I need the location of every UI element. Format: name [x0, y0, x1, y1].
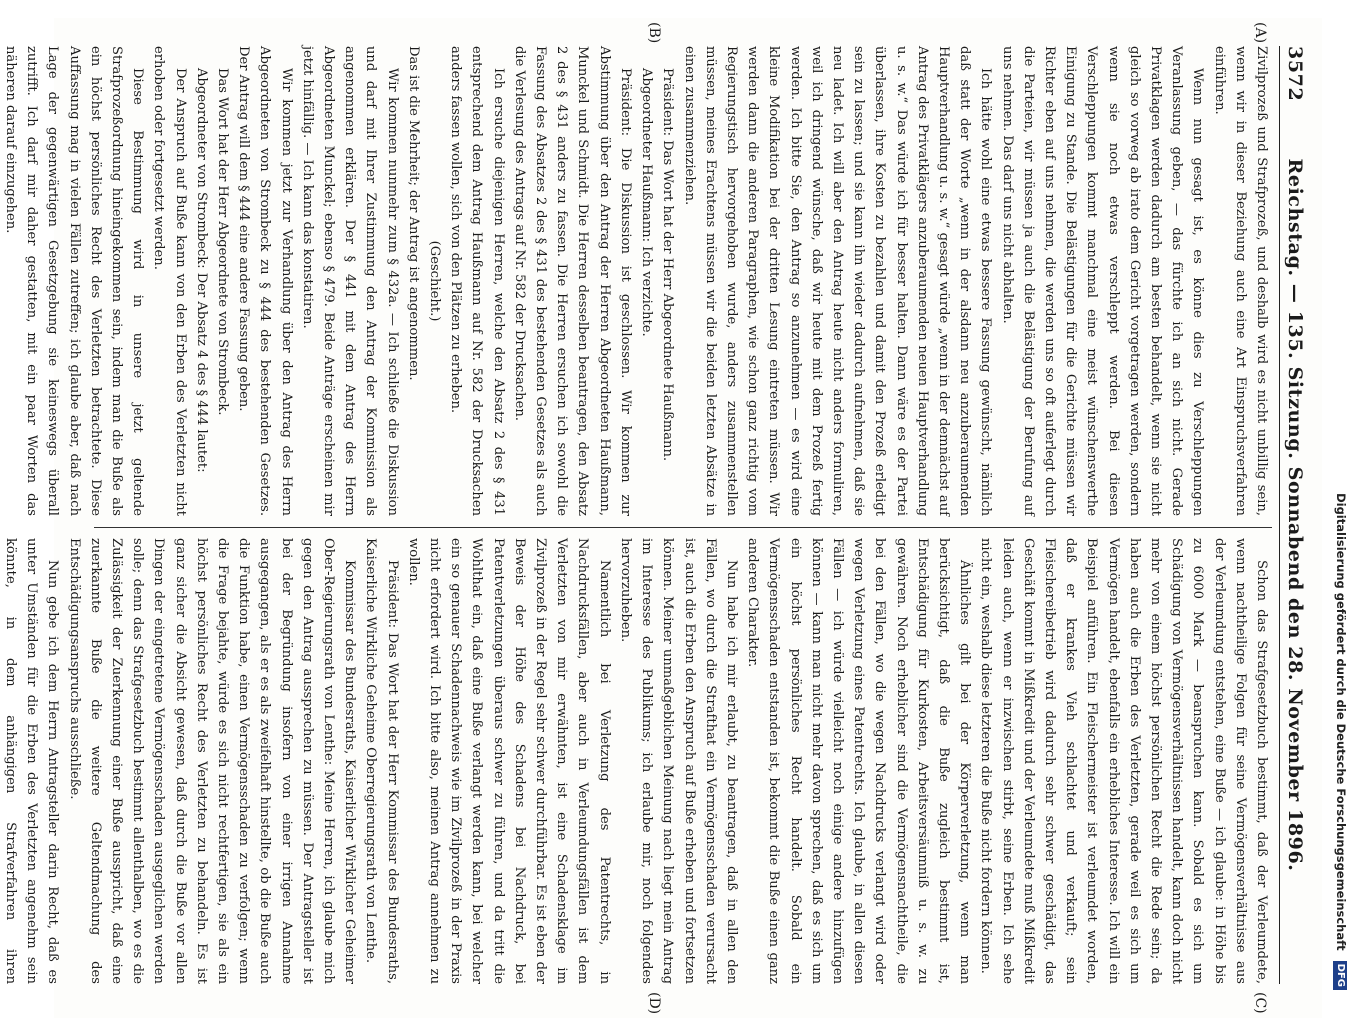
paragraph: Präsident: Das Wort hat der Herr Kommissar des Bundesraths, Kaiserliche Wirkliche Geheime Oberregierungsrath von Lenthe. — [363, 538, 400, 984]
page-number: 3572 — [1284, 46, 1306, 102]
margin-mark-d: (D) — [646, 992, 662, 1015]
paragraph: Schon das Strafgesetzbuch bestimmt, daß der Verleumdete, wenn nachtheilige Folgen für seine Vermögensverhältnisse aus der Verleumdung entstehen, eine Buße — ich glaube: in Höhe bis zu 6000 Mark — beanspruchen kann. Sobald es sich um Schädigung von Vermögensverhältnissen handelt, kann doch nicht mehr von einem höchst persönlichen Recht die Rede sein; da haben auch die Erben des Verletzten, gerade weil es sich um Vermögen handelt, ebenfalls ein erhebliches Interesse. Ich will ein Beispiel anführen. Ein Fleischermeister ist verleumdet worden, daß er krankes Vieh schlachtet und verkauft; sein Fleischereibetrieb wird dadurch sehr schwer geschädigt, das Geschäft kommt in Mißkredit und der Verleumdete muß Mißkredit leiden auch, wenn er inzwischen stirbt, seine Erben. Ich sehe nicht ein, weshalb diese letzteren die Buße nicht fordern können. — [978, 538, 1269, 984]
paragraph: (Geschieht.) — [427, 240, 443, 322]
paragraph: Namentlich bei Verletzung des Patentrechts, in Nachdrucksfällen, aber auch in Verleumdungsfällen ist dem Verletzten von mir erwähnten, ist eine Schadensklage im Zivilprozeß in der Regel sehr schwer durchführbar. Es ist eben der Beweis der Höhe des Schadens bei Nachdruck, bei Patentverletzungen überaus schwer zu führen, und da tritt die Wohlthat ein, daß eine Buße verlangt werden kann, bei welcher ein so genauer Schadennachweis wie im Zivilprozeß in der Praxis nicht erfordert wird. Ich bitte also, meinen Antrag annehmen zu wollen. — [405, 538, 612, 984]
paragraph: Kommissar des Bundesraths, Kaiserlicher Wirklicher Geheimer Ober-Regierungsrath von Lenthe: Meine Herren, ich glaube mich gegen den Antrag aussprechen zu müssen. Der Antragsteller ist bei der Begründung insofern von einer irrigen Annahme ausgegangen, als er es als zweifelhaft hinstellte, ob die Buße auch die Funktion habe, einen Vermögensschaden zu verfolgen; wenn die Frage bejahte, würde es sich nicht rechtfertigen, sie als ein höchst persönliches Recht des Verletzten zu behandeln. Es ist ganz sicher die Absicht gewesen, daß durch die Buße vor allen Dingen der eingetretene Vermögensschaden ausgeglichen werden solle; denn das Strafgesetzbuch bestimmt allenthalben, wo es die Zulässigkeit der Zuerkennung einer Buße ausspricht, daß eine zuerkannte Buße die weitere Geltendmachung des Entschädigungsanspruchs ausschließe. — [66, 538, 358, 984]
page-sheet — [3, 18, 1322, 1018]
paragraph: Zivilprozeß und Strafprozeß, und deshalb wird es nicht unbillig sein, wenn wir in dieser Beziehung auch eine Art Einspruchsverfahren einführen. — [1211, 46, 1269, 516]
paragraph: Wir kommen jetzt zur Verhandlung über den Antrag des Herrn Abgeordneten von Strombeck zu § 444 des bestehenden Gesetzes. Der Antrag will dem § 444 eine andere Fassung geben. — [236, 46, 294, 516]
column-divider — [94, 527, 1272, 528]
page-header — [1279, 46, 1310, 984]
margin-mark-c: (C) — [1252, 992, 1268, 1014]
paragraph: Der Anspruch auf Buße kann von den Erben des Verletzten nicht erhoben oder fortgesetzt werden. — [151, 46, 188, 516]
paragraph: Diese Bestimmung wird in unsere jetzt geltende Strafprozeßordnung hineingekommen sein, indem man die Buße als ein höchst persönliches Recht des Verletzten betrachtete. Diese Auffassung mag in vielen Fällen zutreffen; ich glaube aber, daß nach Lage der gegenwärtigen Gesetzgebung sie keineswegs überall zutrifft. Ich darf mir daher gestatten, mit ein paar Worten das näheren darauf einzugehen. — [3, 46, 146, 516]
document-page — [3, 18, 1322, 1018]
credit-text: Digitalisierung gefördert durch die Deutsche Forschungsgemeinschaft — [1334, 493, 1348, 951]
margin-mark-a: (A) — [1252, 22, 1268, 44]
paragraph: Wenn nun gesagt ist, es könne dies zu Verschleppungen Veranlassung geben, — das fürchte ich an sich nicht. Gerade Privatklagen werden dadurch am besten behandelt, wenn sie nicht gleich so vorweg ab irato dem Gericht vorgetragen werden, sondern wenn sie noch etwas verschleppt werden. Bei diesen Verschleppungen kommt manchmal eine meist wünschenswerthe Einigung zu Stande. Die Belästigungen für die Gerichte müssen wir Richter eben auf uns nehmen, die werden uns so oft auferlegt durch die Parteien, wir müssen ja auch die Belästigung der Berufung auf uns nehmen. Das darf uns nicht abhalten. — [999, 46, 1206, 516]
digitization-credit — [1329, 0, 1353, 1000]
right-column — [3, 538, 1272, 984]
paragraph: Ähnliches gilt bei der Körperverletzung, wenn man berücksichtigt, daß die Buße zugleich bestimmt ist, Entschädigung für Kurkosten, Arbeitsversäumniß u. s. w. zu gewähren. Noch erheblicher sind die Vermögensnachtheile, die bei den Fällen, wo die wegen Nachdrucks verlangt wird oder wegen Verletzung eines Patentrechts. Ich glaube, in allen diesen Fällen — ich würde vielleicht noch einige andere hinzufügen können — kann man nicht mehr davon sprechen, daß es sich um ein höchst persönliches Recht handelt. Sobald ein Vermögensschaden entstanden ist, bekommt die Buße einen ganz anderen Charakter. — [745, 538, 973, 984]
digitization-credit-strip — [1329, 0, 1353, 1000]
dfg-logo: DFG — [1334, 961, 1348, 990]
paragraph: Präsident: Die Diskussion ist geschlossen. Wir kommen zur Abstimmung über den Antrag der Herren Abgeordneten Haußmann, Munckel und Schmidt. Die Herren desselben beantragen, den Absatz 2 des § 431 anders zu fassen. Die Herren ersuchen ich sowohl die Fassung des Absatzes 2 des § 431 des bestehenden Gesetzes als auch die Verlesung des Antrags auf Nr. 582 der Drucksachen. — [511, 46, 633, 516]
paragraph: Abgeordneter von Strombeck: Der Absatz 4 des § 444 lautet: — [193, 68, 209, 473]
paragraph: Nun gebe ich dem Herrn Antragsteller darin Recht, daß es unter Umständen für die Erben des Verletzten angenehm sein könnte, in dem anhängigen Strafverfahren ihren — [3, 538, 61, 984]
paragraph: Ich ersuche diejenigen Herren, welche den Absatz 2 des § 431 entsprechend dem Antrag Haußmann auf Nr. 582 der Drucksachen anders fassen wollen, sich von den Plätzen zu erheben. — [448, 46, 506, 516]
paragraph: Präsident: Das Wort hat der Herr Abgeordnete Haußmann. — [660, 68, 676, 462]
left-column — [3, 46, 1272, 516]
session-line: Reichstag. — 135. Sitzung. Sonnabend den 28. November 1896. — [1284, 158, 1306, 872]
paragraph: Das Wort hat der Herr Abgeordnete von Strombeck. — [215, 68, 231, 416]
paragraph: Abgeordneter Haußmann: Ich verzichte. — [639, 68, 655, 337]
margin-mark-b: (B) — [646, 22, 662, 44]
paragraph: Ich hätte wohl eine etwas bessere Fassung gewünscht, nämlich daß statt der Worte „wenn in der alsdann neu anzuberaumenden Hauptverhandlung u. s. w.“ gesagt würde „wenn in der demnächst auf Antrag des Privatklägers anzuberaumenden neuen Hauptverhandlung u. s. w.“ Das würde ich für besser halten. Dann wäre es der Partei überlassen, ihre Kosten zu bezahlen und damit den Prozeß erledigt sein zu lassen; und sie kann ihn wieder dadurch aufnehmen, daß sie neu ladet. Ich will aber den Antrag heute nicht anders formuliren, weil ich dringend wünsche, daß wir heute mit dem Prozeß fertig werden. Ich bitte Sie, den Antrag so anzunehmen — es wird eine kleine Modifikation bei der dritten Lesung eintreten müssen. Wir werden dann die anderen Paragraphen, wie schon ganz richtig vom Regierungstisch hervorgehoben wurde, anders zusammenstellen müssen, meines Erachtens müssen wir die beiden letzten Absätze in einen zusammenziehen. — [681, 46, 994, 516]
paragraph: Wir kommen nunmehr zum § 432a. — Ich schließe die Diskussion und darf mit Ihrer Zustimmung den Antrag der Kommission als angenommen erklären. Der § 441 mit dem Antrag des Herrn Abgeordneten Munckel; ebenso § 479. Beide Anträge erscheinen mir jetzt hinfällig. — Ich kann das konstatiren. — [299, 46, 400, 516]
paragraph: Das ist die Mehrheit; der Antrag ist angenommen. — [405, 46, 421, 381]
paragraph: Nun habe ich mir erlaubt, zu beantragen, daß in allen den Fällen, wo durch die Strafthat ein Vermögensschaden verursacht ist, auch die Erben den Anspruch auf Buße erheben und fortsetzen können. Meiner unmaßgeblichen Meinung nach liegt mein Antrag im Interesse des Publikums; ich erlaube mir, noch folgendes hervorzuheben. — [617, 538, 739, 984]
